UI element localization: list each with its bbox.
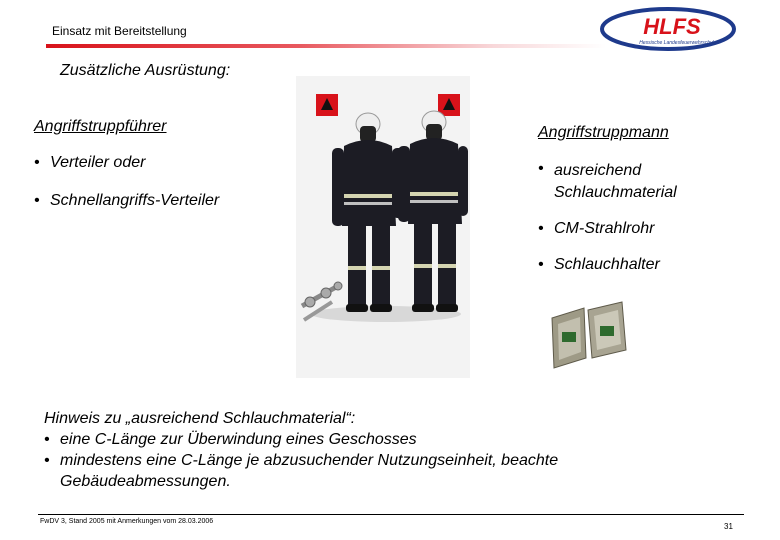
slide-subtitle: Zusätzliche Ausrüstung: xyxy=(60,62,231,79)
header-divider xyxy=(46,44,606,48)
note-title: Hinweis zu „ausreichend Schlauchmaterial“: xyxy=(44,410,356,427)
firefighter-right xyxy=(398,111,468,312)
bullet-marker: • xyxy=(538,160,544,177)
right-bullet-3 xyxy=(538,256,738,274)
bullet-marker: • xyxy=(538,256,544,273)
logo-text: HLFS xyxy=(643,14,701,39)
hose-holder-image xyxy=(546,298,630,370)
note-item-2 xyxy=(44,450,744,492)
bullet-marker: • xyxy=(44,431,50,448)
right-column-heading: Angriffstruppmann xyxy=(538,124,669,141)
slide-section-title: Einsatz mit Bereitstellung xyxy=(52,24,187,38)
bullet-marker: • xyxy=(34,154,40,171)
footer-divider xyxy=(38,514,744,515)
bullet-marker: • xyxy=(34,192,40,209)
firefighters-photo xyxy=(296,76,470,378)
logo-subtext: Hessische Landesfeuerwehrschule xyxy=(639,40,717,46)
left-bullet-text: Schnellangriffs-Verteiler xyxy=(50,192,220,209)
bullet-marker: • xyxy=(538,220,544,237)
note-block xyxy=(44,408,744,492)
note-item-text: mindestens eine C-Länge je abzusuchender Nutzungseinheit, beachte Gebäudeabmessungen. xyxy=(60,452,559,490)
right-bullet-2 xyxy=(538,220,738,238)
left-column-heading: Angriffstruppführer xyxy=(34,118,167,135)
right-bullet-text: CM-Strahlrohr xyxy=(554,220,655,237)
left-bullet-2 xyxy=(34,192,294,210)
left-bullet-text: Verteiler oder xyxy=(50,154,146,171)
note-item-text: eine C-Länge zur Überwindung eines Geschosses xyxy=(60,431,417,448)
left-bullet-1 xyxy=(34,154,284,172)
hlfs-logo xyxy=(600,4,740,54)
bullet-marker: • xyxy=(44,452,50,469)
right-bullet-text: ausreichend Schlauchmaterial xyxy=(554,162,677,201)
right-bullet-text: Schlauchhalter xyxy=(554,256,660,273)
footer-source: FwDV 3, Stand 2005 mit Anmerkungen vom 28.03.2006 xyxy=(40,518,214,525)
firefighter-left xyxy=(332,113,404,312)
page-number: 31 xyxy=(724,522,733,531)
firefighters-illustration xyxy=(296,76,470,378)
note-item-1 xyxy=(44,429,744,450)
right-bullet-1 xyxy=(538,160,738,204)
